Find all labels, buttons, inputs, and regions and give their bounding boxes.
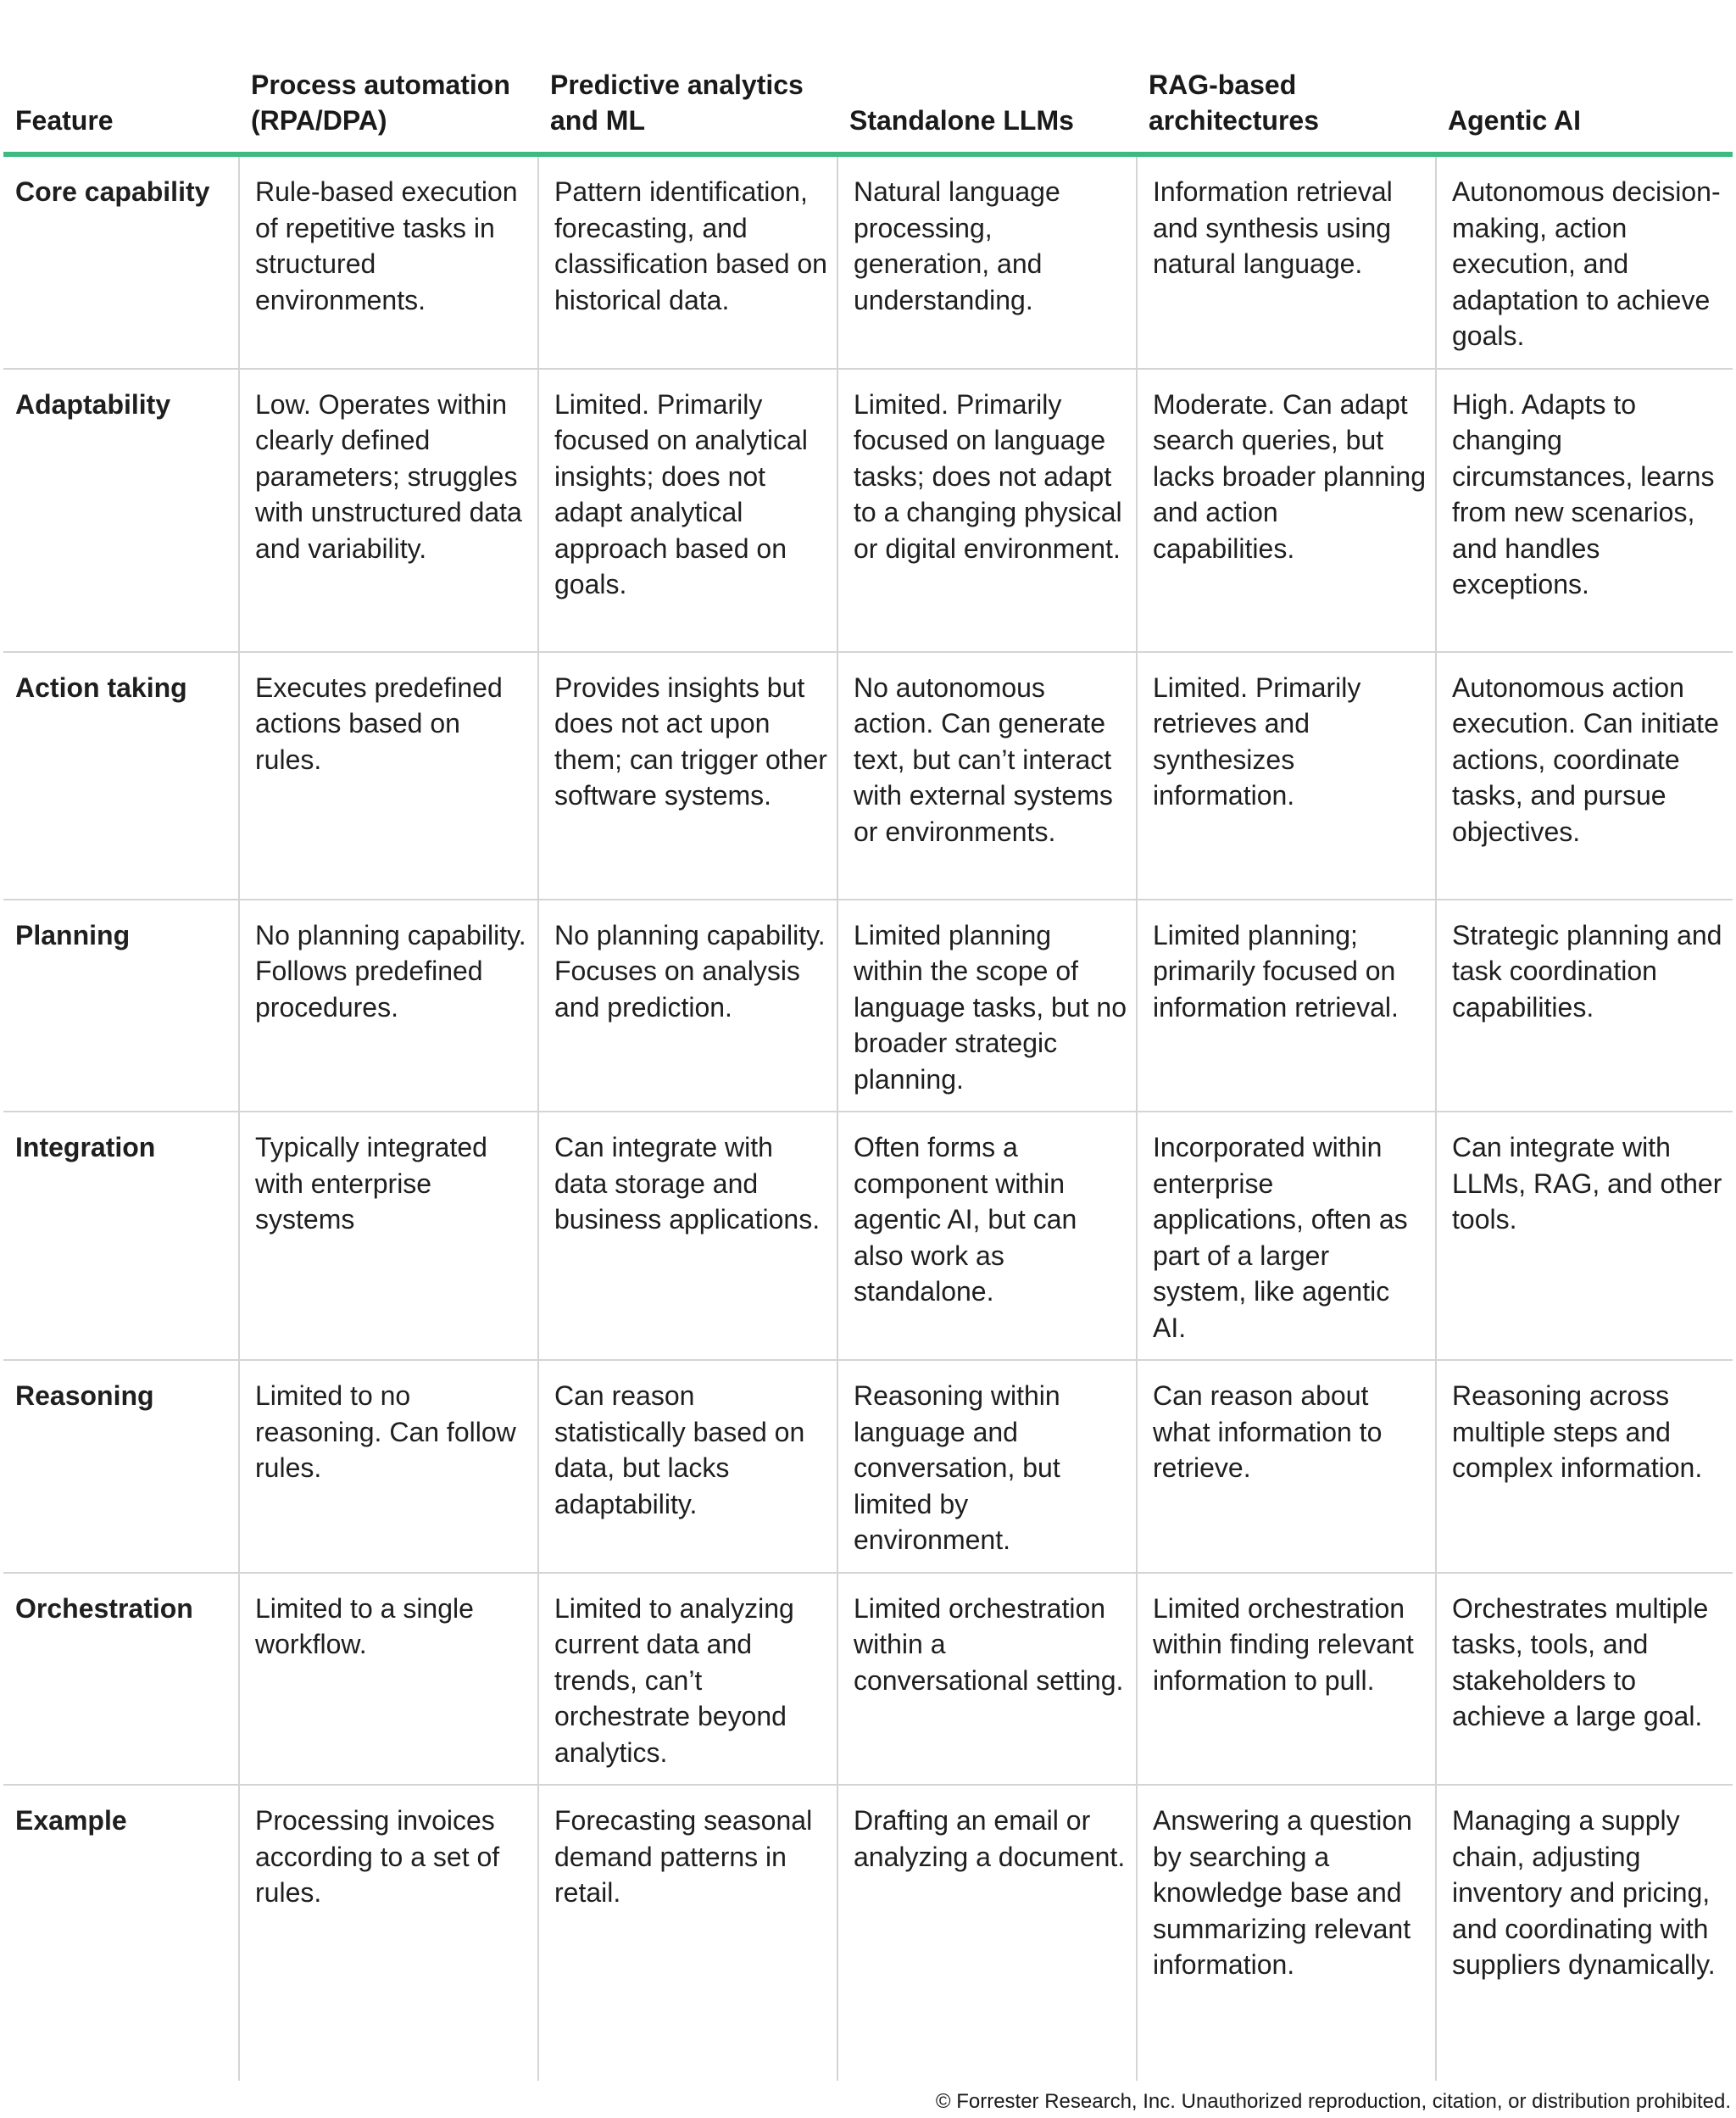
table-cell: Provides insights but does not act upon them; can trigger other software systems. (538, 652, 837, 900)
table-cell: Executes predefined actions based on rules. (239, 652, 538, 900)
table-cell: Autonomous action execution. Can initiate actions, coordinate tasks, and pursue objectives. (1436, 652, 1733, 900)
table-cell: Strategic planning and task coordination capabilities. (1436, 900, 1733, 1112)
table-row (3, 1112, 1733, 1360)
header-agentic-ai: Agentic AI (1436, 42, 1733, 154)
table-row (3, 1785, 1733, 2081)
table-cell: Typically integrated with enterprise systems (239, 1112, 538, 1360)
table-cell: Can reason about what information to retrieve. (1137, 1360, 1436, 1573)
row-label-planning: Planning (3, 900, 239, 1112)
row-label-core-capability: Core capability (3, 154, 239, 369)
table-cell: Reasoning within language and conversation, but limited by environment. (837, 1360, 1137, 1573)
table-cell: Rule-based execution of repetitive tasks in structured environments. (239, 154, 538, 369)
table-cell: Limited. Primarily focused on language tasks; does not adapt to a changing physical or digital environment. (837, 369, 1137, 652)
table-cell: Limited. Primarily focused on analytical insights; does not adapt analytical approach based on goals. (538, 369, 837, 652)
table-cell: Limited planning within the scope of language tasks, but no broader strategic planning. (837, 900, 1137, 1112)
table-cell: Limited to analyzing current data and trends, can’t orchestrate beyond analytics. (538, 1573, 837, 1786)
table-cell: Natural language processing, generation, and understanding. (837, 154, 1137, 369)
table-cell: Information retrieval and synthesis using natural language. (1137, 154, 1436, 369)
header-row (3, 42, 1733, 154)
row-label-adaptability: Adaptability (3, 369, 239, 652)
table-row (3, 154, 1733, 369)
table-cell: High. Adapts to changing circumstances, learns from new scenarios, and handles exceptions. (1436, 369, 1733, 652)
table-row (3, 652, 1733, 900)
table-cell: Limited to no reasoning. Can follow rules. (239, 1360, 538, 1573)
row-label-example: Example (15, 1805, 127, 1836)
header-standalone-llms: Standalone LLMs (837, 42, 1137, 154)
copyright-footer: © Forrester Research, Inc. Unauthorized reproduction, citation, or distribution prohibited. (935, 2090, 1731, 2113)
table-cell: Can integrate with data storage and business applications. (538, 1112, 837, 1360)
table-cell: No planning capability. Follows predefined procedures. (239, 900, 538, 1112)
table-cell: Incorporated within enterprise applications, often as part of a larger system, like agentic AI. (1137, 1112, 1436, 1360)
table-row (3, 900, 1733, 1112)
table-cell: Low. Operates within clearly defined parameters; struggles with unstructured data and variability. (239, 369, 538, 652)
table-cell: Moderate. Can adapt search queries, but lacks broader planning and action capabilities. (1137, 369, 1436, 652)
header-process-automation: Process automation (RPA/DPA) (239, 42, 538, 154)
table-cell: Processing invoices according to a set of rules. (239, 1785, 538, 2081)
table-cell: Forecasting seasonal demand patterns in retail. (538, 1785, 837, 2081)
table-cell: Often forms a component within agentic AI, but can also work as standalone. (837, 1112, 1137, 1360)
table-cell: Limited planning; primarily focused on information retrieval. (1137, 900, 1436, 1112)
row-label-integration: Integration (3, 1112, 239, 1360)
table-cell: Autonomous decision-making, action execution, and adaptation to achieve goals. (1436, 154, 1733, 369)
table-cell: Limited to a single workflow. (239, 1573, 538, 1786)
table-row (3, 369, 1733, 652)
header-predictive-analytics: Predictive analytics and ML (538, 42, 837, 154)
row-label-action-taking: Action taking (3, 652, 239, 900)
table-cell: Limited. Primarily retrieves and synthesizes information. (1137, 652, 1436, 900)
table-cell: Limited orchestration within a conversational setting. (837, 1573, 1137, 1786)
table-cell: Drafting an email or analyzing a document. (837, 1785, 1137, 2081)
table-cell: Answering a question by searching a knowledge base and summarizing relevant information. (1137, 1785, 1436, 2081)
table-cell: Can reason statistically based on data, but lacks adaptability. (538, 1360, 837, 1573)
table-cell: Managing a supply chain, adjusting inventory and pricing, and coordinating with suppliers dynamically. (1436, 1785, 1733, 2081)
table-cell: Reasoning across multiple steps and complex information. (1436, 1360, 1733, 1573)
table-cell: Can integrate with LLMs, RAG, and other tools. (1436, 1112, 1733, 1360)
row-label-orchestration: Orchestration (3, 1573, 239, 1786)
table-cell: Pattern identification, forecasting, and classification based on historical data. (538, 154, 837, 369)
table-cell: No autonomous action. Can generate text, but can’t interact with external systems or environments. (837, 652, 1137, 900)
row-label-reasoning: Reasoning (3, 1360, 239, 1573)
table-cell: Limited orchestration within finding relevant information to pull. (1137, 1573, 1436, 1786)
header-rag-architectures: RAG-based architectures (1137, 42, 1436, 154)
table-row (3, 1360, 1733, 1573)
table-row (3, 1573, 1733, 1786)
table-cell: Orchestrates multiple tasks, tools, and stakeholders to achieve a large goal. (1436, 1573, 1733, 1786)
table-cell: No planning capability. Focuses on analysis and prediction. (538, 900, 837, 1112)
comparison-table (3, 42, 1733, 2081)
header-feature: Feature (3, 42, 239, 154)
